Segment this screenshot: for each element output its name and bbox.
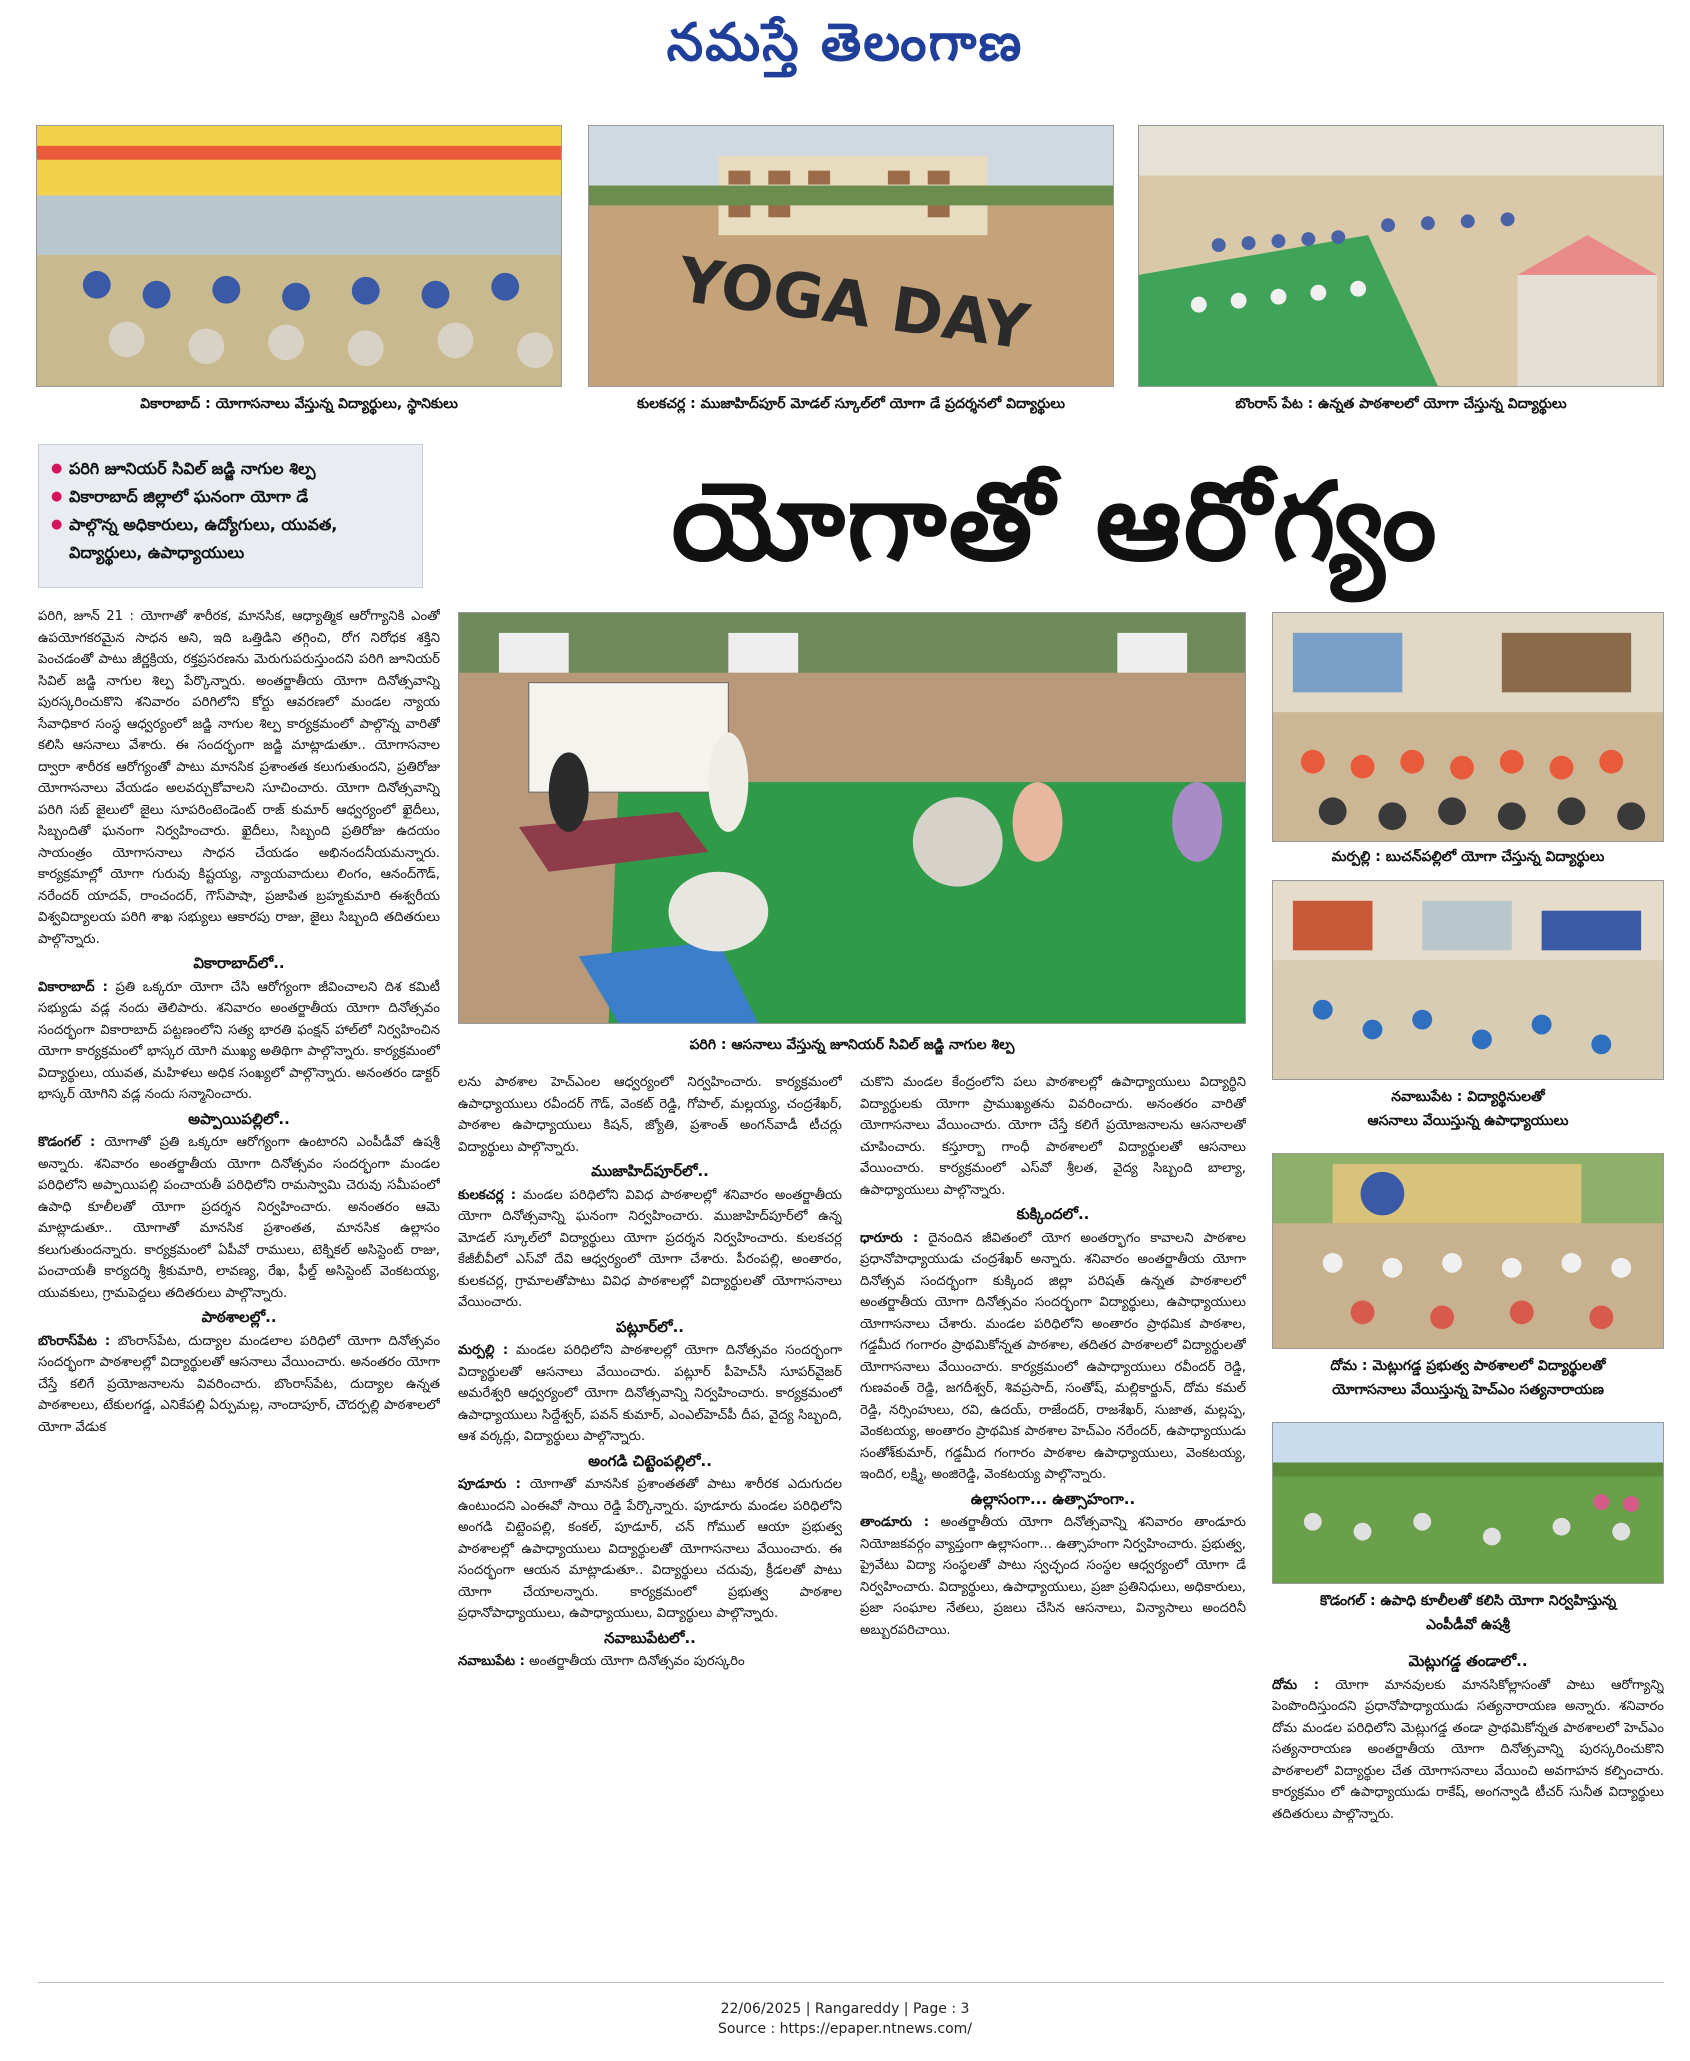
- dateline: కొడంగల్ :: [38, 1135, 96, 1150]
- dateline: మర్పల్లి :: [458, 1343, 509, 1358]
- article-column-2: [458, 1072, 842, 1976]
- article-paragraph: [38, 1331, 440, 1439]
- article-paragraph: [458, 1651, 842, 1673]
- caption-photo-parigi: పరిగి : ఆసనాలు వేస్తున్న జూనియర్ సివిల్ జడ్జి నాగుల శిల్ప: [689, 1037, 1015, 1053]
- caption-photo-mujahidpur: కులకచర్ల : ముజాహిద్‌పూర్ మోడల్ స్కూల్‌లో యోగా డే ప్రదర్శనలో విద్యార్థులు: [636, 396, 1066, 412]
- article-paragraph: చుకొని మండల కేంద్రంలోని పలు పాఠశాలల్లో ఉపాధ్యాయులు విద్యార్థిని విద్యార్థులకు యోగా ప్రాముఖ్యతను వివరించారు. అనంతరం వారితో యోగాసనాలు వేయించారు. యోగా చేస్తే కలిగే ప్రయోజనాలను ఆసనాలతో చూపించారు. కస్తూర్బా గాంధీ పాఠశాలలో విద్యార్థులతో ఆసనాలు వేయించారు. కార్యక్రమంలో ఎస్‌వో శ్రీలత, వైద్య సిబ్బంది బాల్యా, ఉపాధ్యాయులు పాల్గొన్నారు.: [860, 1075, 1246, 1198]
- footer-source: Source : https://epaper.ntnews.com/: [717, 2021, 973, 2037]
- section-subhead: అంగడి చిట్టెంపల్లిలో..: [588, 1451, 712, 1470]
- highlight-item: ● వికారాబాద్ జిల్లాలో ఘనంగా యోగా డే: [51, 483, 412, 511]
- section-subhead: అప్పాయిపల్లిలో..: [188, 1109, 290, 1128]
- paragraph-text: ప్రతి ఒక్కరూ యోగా చేసి ఆరోగ్యంగా జీవించాలని దిశ కమిటీ సభ్యుడు వడ్ల నందు తెలిపారు. శనివారం అంతర్జాతీయ యోగా దినోత్సవం సందర్భంగా వికారాబాద్ పట్టణంలోని సత్య భారతి ఫంక్షన్ హాల్‌లో నిర్వహించిన యోగా కార్యక్రమంలో భాస్కర యోగి ముఖ్య అతిథిగా పాల్గొన్నారు. కార్యక్రమంలో విద్యార్థులు, యువత, మహిళలు అధిక సంఖ్యలో పాల్గొన్నారు. అనంతరం డాక్టర్ భాస్కర్ యోగిని వడ్ల నందు సన్మానించారు.: [38, 979, 440, 1102]
- caption-photo-doma-2: యోగాసనాలు వేయిస్తున్న హెచ్‌ఎం సత్యనారాయణ: [1332, 1382, 1604, 1398]
- caption-photo-nawabpet-1: నవాబుపేట : విద్యార్థినులతో: [1391, 1089, 1545, 1105]
- highlights-box: [38, 444, 423, 588]
- section-subhead: ఉల్లాసంగా... ఉత్సాహంగా..: [970, 1489, 1136, 1508]
- section-subhead: వికారాబాద్‌లో..: [193, 954, 285, 972]
- photo-vikarabad-students: [36, 125, 562, 387]
- paragraph-text: అంతర్జాతీయ యోగా దినోత్సవం పురస్కరిం: [524, 1654, 745, 1669]
- caption-photo-bomraspet: బొంరాస్ పేట : ఉన్నత పాఠశాలలో యోగా చేస్తున్న విద్యార్థులు: [1235, 396, 1567, 412]
- article-paragraph: [1272, 1675, 1664, 1826]
- photo-parigi-judge-yoga: [458, 612, 1246, 1024]
- article-paragraph: [458, 1340, 842, 1448]
- dateline: తాండూరు :: [860, 1515, 930, 1530]
- footer-date-edition: 22/06/2025 | Rangareddy | Page : 3: [720, 2001, 970, 2017]
- caption-photo-vikarabad: వికారాబాద్ : యోగాసనాలు వేస్తున్న విద్యార్థులు, స్థానికులు: [140, 396, 458, 412]
- section-subhead: ముజాహిద్‌పూర్‌లో..: [591, 1162, 709, 1180]
- highlight-item: ● పరిగి జూనియర్ సివిల్ జడ్జి నాగుల శిల్ప: [51, 455, 412, 483]
- photo-nawabpet-girls: [1272, 880, 1664, 1080]
- article-paragraph: [860, 1512, 1246, 1641]
- paragraph-text: దైనందిన జీవితంలో యోగ అంతర్భాగం కావాలని పాఠశాల ప్రధానోపాధ్యాయుడు చంద్రశేఖర్ అన్నారు. శనివారం అంతర్జాతీయ యోగా దినోత్సవ సందర్భంగా కుక్కింద జిల్లా పరిషత్ ఉన్నత పాఠశాలలో అంతర్జాతీయ యోగా దినోత్సవం సందర్భంగా విద్యార్థులు, ఉపాధ్యాయులు యోగాసనాలు చేశారు. మండల పరిధిలోని అంతారం ప్రాథమిక పాఠశాల, గడ్డమీద గంగారం ప్రాథమికోన్నత పాఠశాల, తదితర పాఠశాలలో విద్యార్థులతో యోగాసనాలు వేయించారు. కార్యక్రమంలో ఉపాధ్యాయులు రవీందర్ రెడ్డి, గుణవంత్ రెడ్డి, జగదీశ్వర్, శివప్రసాద్, సంతోష్, మల్లికార్జున్, దోమ కమల్ రెడ్డి, నర్సింహులు, రవి, ఉదయ్, రాజేందర్, రాజశేఖర్, సుజాత, మల్లప్ప, వెంకటయ్య, అంతారం ప్రాథమిక పాఠశాల హెచ్‌ఎం నరేందర్, ఉపాధ్యాయుడు సంతోశ్‌కుమార్, గడ్డమీద గంగారం పాఠశాల ఉపాధ్యాయులు, వెంకటయ్య, ఇందిర, లక్ష్మి, అంజిరెడ్డి, వెంకటయ్య పాల్గొన్నారు.: [860, 1230, 1246, 1482]
- article-paragraph: [860, 1228, 1246, 1486]
- paragraph-text: మండల పరిధిలోని వివిధ పాఠశాలల్లో శనివారం అంతర్జాతీయ యోగా దినోత్సవాన్ని ఘనంగా నిర్వహించారు. ముజాహిద్‌పూర్‌లో ఉన్న మోడల్ స్కూల్‌లో విద్యార్థులు యోగా ప్రదర్శన నిర్వహించారు. కులకచర్ల కేజీబీవీలో ఎస్‌వో దేవి ఆధ్వర్యంలో యోగా చేశారు. పీరంపల్లి, అంతారం, కులకచర్ల, గ్రామాలతోపాటు వివిధ పాఠశాలల్లో విద్యార్థులతో యోగాసనాలు వేయించారు.: [458, 1187, 842, 1310]
- photo-yoga-day-formation: [588, 125, 1114, 387]
- paragraph-text: మండల పరిధిలోని పాఠశాలల్లో యోగా దినోత్సవం సందర్భంగా విద్యార్థులతో ఆసనాలు వేయించారు. పట్లూర్ పీహెచ్‌సీ సూపర్‌వైజర్ అమరేశ్వరి ఆధ్వర్యంలో యోగా దినోత్సవాన్ని నిర్వహించారు. కార్యక్రమంలో ఉపాధ్యాయులు సిద్దేశ్వర్, పవన్ కుమార్, ఎంఎల్‌హెచ్‌పీ దీప, వైద్య సిబ్బంది, ఆశ వర్కర్లు, విద్యార్థులు పాల్గొన్నారు.: [458, 1343, 842, 1444]
- dateline: కులకచర్ల :: [458, 1187, 517, 1203]
- caption-photo-marpally: మర్పల్లి : బుచన్‌పల్లిలో యోగా చేస్తున్న విద్యార్థులు: [1331, 849, 1605, 865]
- article-paragraph: [458, 1185, 842, 1314]
- caption-photo-doma-1: దోమ : మెట్లుగడ్డ ప్రభుత్వ పాఠశాలలో విద్యార్థులతో: [1330, 1358, 1606, 1374]
- article-paragraph: [458, 1474, 842, 1625]
- section-subhead: పట్లూర్‌లో..: [616, 1317, 684, 1336]
- yoga-day-formation-text: YOGA DAY: [674, 243, 1034, 364]
- section-subhead: నవాబుపేటలో..: [604, 1628, 696, 1647]
- dateline: పూడూరు :: [458, 1477, 521, 1492]
- article-column-3: [860, 1072, 1246, 1976]
- paragraph-text: యోగా మానవులకు మానసికోల్లాసంతో పాటు ఆరోగ్యాన్ని పెంపొందిస్తుందని ప్రధానోపాధ్యాయుడు సత్యనారాయణ అన్నారు. శనివారం దోమ మండల పరిధిలోని మెట్లుగడ్డ తండా ప్రాథమికోన్నత పాఠశాలలో హెచ్‌ఎం సత్యనారాయణ అంతర్జాతీయ యోగా దినోత్సవాన్ని పురస్కరించుకొని పాఠశాలలో విద్యార్థుల చేత యోగాసనాలు వేయించి అవగాహన కల్పించారు. కార్యక్రమం లో ఉపాధ్యాయుడు రాకేష్, అంగన్వాడి టీచర్ సునీత విద్యార్థులు తదితరులు పాల్గొన్నారు.: [1272, 1677, 1664, 1822]
- photo-kodangal-workers: [1272, 1422, 1664, 1584]
- dateline: నవాబుపేట :: [458, 1654, 525, 1669]
- article-paragraph: [38, 977, 440, 1106]
- paragraph-text: యోగాతో ప్రతి ఒక్కరూ ఆరోగ్యంగా ఉంటారని ఎంపీడీవో ఉషశ్రీ అన్నారు. శనివారం అంతర్జాతీయ యోగా దినోత్సవం సందర్భంగా మండల పరిధిలోని అప్పాయిపల్లి పంచాయతీ పరిధిలోని రామస్వామి చెరువు సమీపంలో ఉపాధి కూలీలతో యోగా ప్రదర్శన నిర్వహించారు. అనంతరం ఆమె మాట్లాడుతూ.. యోగాతో మానసిక ప్రశాంతత, మానసిక ఉల్లాసం కలుగుతుందన్నారు. కార్యక్రమంలో ఏపీవో రాములు, టెక్నికల్ అసిస్టెంట్ రాజు, పంచాయతీ కార్యదర్శి శ్రీకుమారి, లావణ్య, రేఖ, ఫీల్డ్ అసిస్టెంట్ వెంకటయ్య, యువకులు, గ్రామపెద్దలు తదితరులు పాల్గొన్నారు.: [38, 1135, 440, 1301]
- paragraph-text: యోగాతో మానసిక ప్రశాంతతతో పాటు శారీరక ఎదుగుదల ఉంటుందని ఎంఈవో సాయి రెడ్డి పేర్కొన్నారు. పూడూరు మండల పరిధిలోని అంగడి చిట్టెంపల్లి, కంకల్, పూడూర్, చన్ గోముల్ ఆయా ప్రభుత్వ పాఠశాలల్లో ఉపాధ్యాయులు విద్యార్థులతో యోగాసనాలు వేయించారు. ఈ సందర్భంగా ఆయన మాట్లాడుతూ.. విద్యార్థులు చదువు, క్రీడలతో పాటు యోగా చేయాలన్నారు. కార్యక్రమంలో ప్రభుత్వ పాఠశాల ప్రధానోపాధ్యాయులు, ఉపాధ్యాయులు, విద్యార్థులు పాల్గొన్నారు.: [458, 1477, 842, 1621]
- dateline: బొంరాస్‌పేట :: [38, 1333, 111, 1349]
- photo-doma-school: [1272, 1153, 1664, 1349]
- photo-bomraspet-school: [1138, 125, 1664, 387]
- paragraph-text: బొంరాస్‌పేట, దుద్యాల మండలాల పరిధిలో యోగా దినోత్సవం సందర్భంగా పాఠశాలల్లో విద్యార్థులతో ఆసనాలు వేయించారు. అనంతరం యోగా చేస్తే కలిగే ప్రయోజనాలను వివరించారు. బొంరాస్‌పేట, దుద్యాల ఉన్నత పాఠశాలలు, టేకులగడ్డ, ఎనికేపల్లి ఏర్పుమల్ల, నాందాపూర్, చౌదర్పల్లి పాఠశాలలో యోగా వేడుక: [38, 1333, 440, 1435]
- caption-photo-nawabpet-2: ఆసనాలు వేయిస్తున్న ఉపాధ్యాయులు: [1367, 1113, 1569, 1129]
- article-paragraph: పరిగి, జూన్ 21 : యోగాతో శారీరక, మానసిక, ఆధ్యాత్మిక ఆరోగ్యానికి ఎంతో ఉపయోగకరమైన సాధన అని, ఇది ఒత్తిడిని తగ్గించి, రోగ నిరోధక శక్తిని పెంచడంతో పాటు జీర్ణక్రియ, రక్తప్రసరణను మెరుగుపరుస్తుందని పరిగి జూనియర్ సివిల్ జడ్జి నాగుల శిల్ప పేర్కొన్నారు. అంతర్జాతీయ యోగా దినోత్సవాన్ని పురస్కరించుకొని శనివారం పరిగిలోని కోర్టు ఆవరణలో మండల న్యాయ సేవాధికార సంస్థ ఆధ్వర్యంలో జడ్జి నాగుల శిల్ప కార్యక్రమంలో పాల్గొన్న వారితో కలిసి ఆసనాలు వేశారు. ఈ సందర్భంగా జడ్జి మాట్లాడుతూ.. యోగాసనాల ద్వారా శారీరక ఆరోగ్యంతో పాటు మానసిక ప్రశాంతత కలుగుతుందని, ప్రతిరోజు యోగాసనాలు వేయడం అలవర్చుకోవాలని సూచించారు. యోగా దినోత్సవాన్ని పరిగి సబ్ జైలులో జైలు సూపరింటెండెంట్ రాజ్ కుమార్ ఆధ్వర్యంలో ఖైదీలు, సిబ్బందితో ఘనంగా నిర్వహించారు. ఖైదీలు, సిబ్బంది ప్రతిరోజు ఉదయం సాయంత్రం యోగాసనాలు సాధన చేయడం అభినందనీయమన్నారు. కార్యక్రమాల్లో యోగా గురువు కిష్టయ్య, న్యాయవాదులు లింగం, ఆనంద్‌గౌడ్, నరేందర్ యాదవ్, రాంచందర్, గౌస్‌పాషా, ప్రజాపిత బ్రహ్మకుమారి ఈశ్వరీయ విశ్వవిద్యాలయ పరిగి శాఖ సభ్యులు ఆకారపు రాజు, జైలు సిబ్బంది తదితరులు పాల్గొన్నారు.: [38, 609, 440, 947]
- article-column-1: [38, 606, 440, 1976]
- article-column-4: [1272, 1648, 1664, 1976]
- main-headline: యోగాతో ఆరోగ్యం: [671, 460, 1439, 585]
- article-paragraph: [38, 1132, 440, 1304]
- photo-marpally-students: [1272, 612, 1664, 842]
- bottom-rule: [38, 1982, 1664, 1983]
- dateline: వికారాబాద్ :: [38, 979, 108, 995]
- highlight-item: ● పాల్గొన్న అధికారులు, ఉద్యోగులు, యువత, విద్యార్థులు, ఉపాధ్యాయులు: [51, 511, 412, 567]
- dateline: దోమ :: [1272, 1677, 1319, 1693]
- caption-photo-kodangal-2: ఎంపీడీవో ఉషశ్రీ: [1426, 1617, 1510, 1633]
- article-paragraph: లను పాఠశాల హెచ్‌ఎంల ఆధ్వర్యంలో నిర్వహించారు. కార్యక్రమంలో ఉపాధ్యాయులు రవీందర్ గౌడ్, వెంకట్ రెడ్డి, గోపాల్, మల్లయ్య, చంద్రశేఖర్, పాఠశాల ఉపాధ్యాయులు కిషన్, జ్యోతి, ప్రశాంత్ అంగన్‌వాడీ టీచర్లు విద్యార్థులు పాల్గొన్నారు.: [458, 1075, 842, 1155]
- paragraph-text: అంతర్జాతీయ యోగా దినోత్సవాన్ని శనివారం తాండూరు నియోజకవర్గం వ్యాప్తంగా ఉల్లాసంగా... ఉత్సాహంగా నిర్వహించారు. ప్రభుత్వ, ప్రైవేటు విద్యా సంస్థలతో పాటు స్వచ్ఛంద సంస్థల ఆధ్వర్యంలో యోగా డే నిర్వహించారు. విద్యార్థులు, ఉపాధ్యాయులు, ప్రజా ప్రతినిధులు, అధికారులు, ప్రజా సంఘాల నేతలు, ప్రజలు చేసిన ఆసనాలు, విన్యాసాలు అందరినీ అబ్బురపరిచాయి.: [860, 1515, 1246, 1638]
- section-subhead: మెట్లుగడ్డ తండాలో..: [1408, 1652, 1528, 1670]
- caption-photo-kodangal-1: కొడంగల్ : ఉపాధి కూలీలతో కలిసి యోగా నిర్వహిస్తున్న: [1319, 1593, 1617, 1609]
- newspaper-masthead: నమస్తే తెలంగాణ: [666, 12, 1024, 73]
- section-subhead: పాఠశాలల్లో..: [201, 1308, 277, 1326]
- section-subhead: కుక్కిందలో..: [1016, 1205, 1090, 1223]
- dateline: ధారూరు :: [860, 1230, 919, 1246]
